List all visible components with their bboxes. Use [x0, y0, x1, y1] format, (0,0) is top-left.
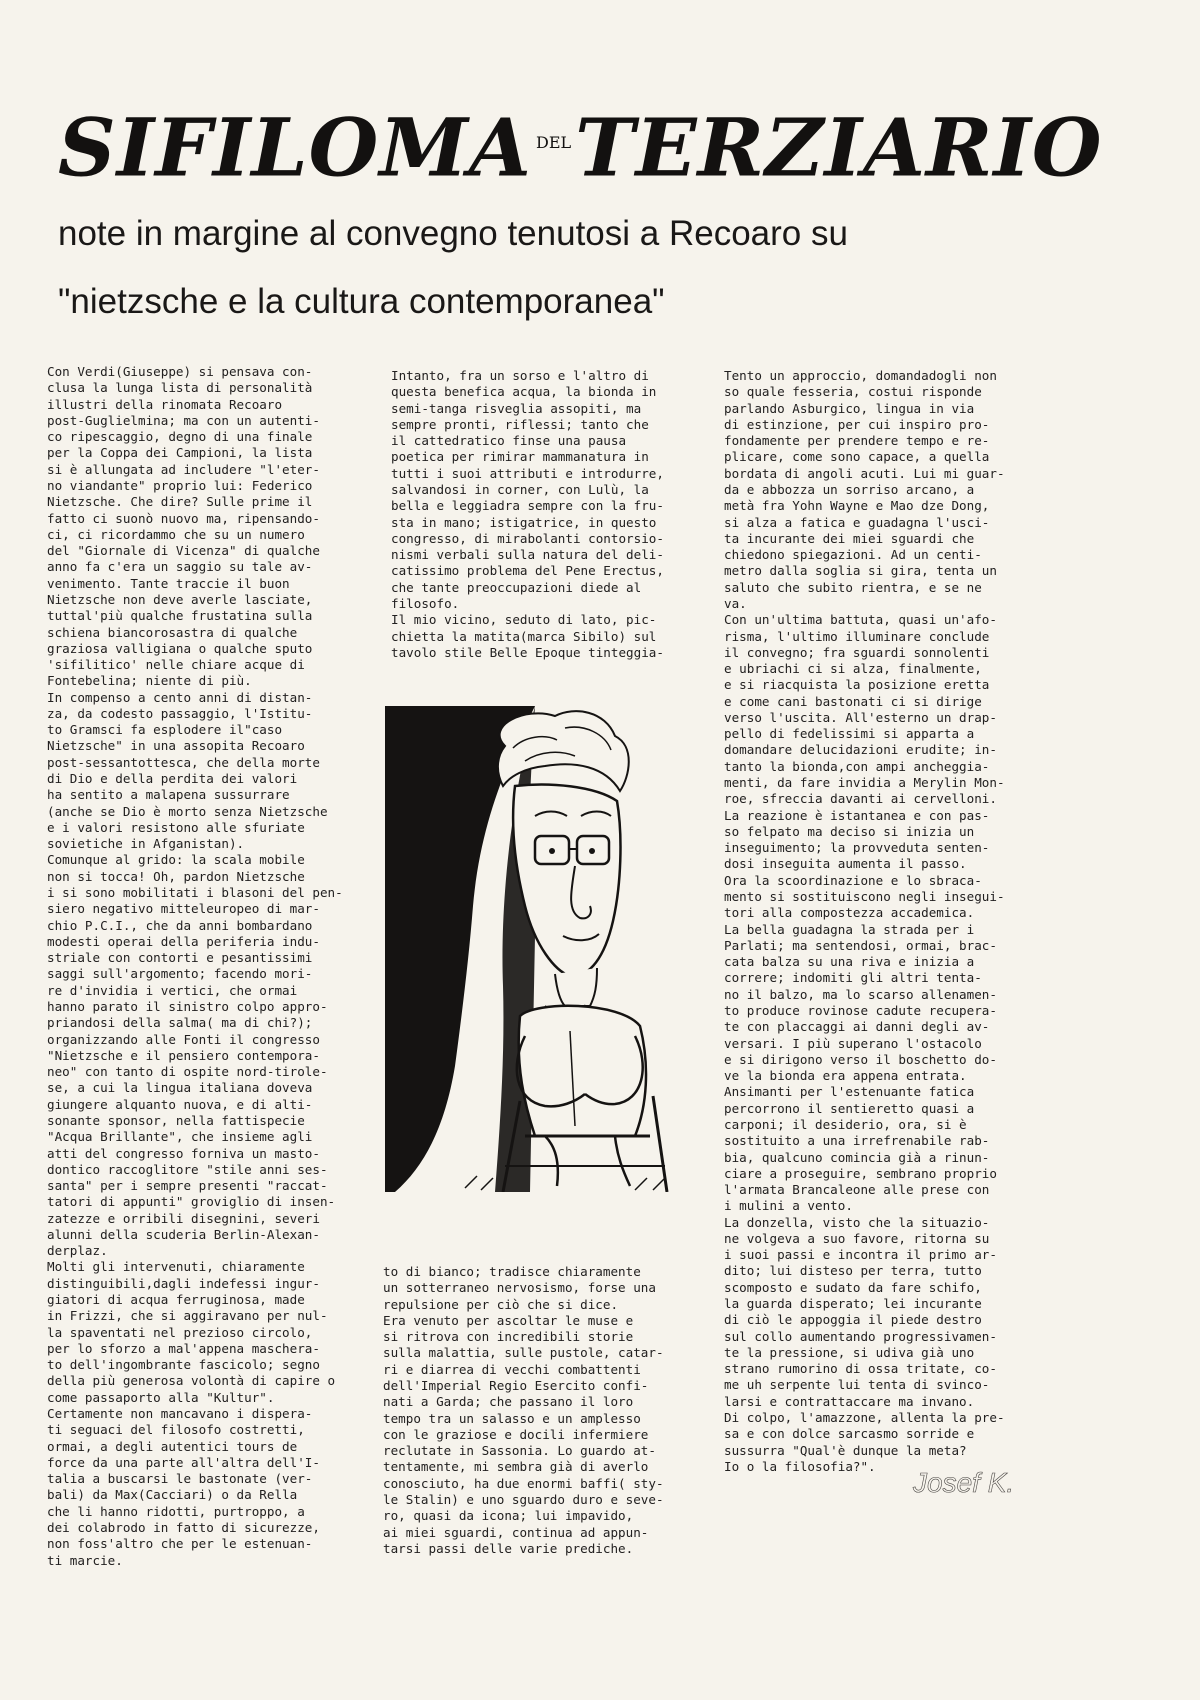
article-column-1: Con Verdi(Giuseppe) si pensava con- clusa la lunga lista di personalità illustri della rinomata Recoaro post-Guglielmina; ma con un autenti- co ripescaggio, degno di una finale per la Coppa dei Campioni, la lista si è allungata ad includere "l'eter- no viandante" proprio lui: Federico Nietzsche. Che dire? Sulle prime il fatto ci suonò nuovo ma, ripensando- ci, ci ricordammo che su un numero del "Giornale di Vicenza" di qualche anno fa c'era un saggio su tale av- venimento. Tante traccie il buon Nietzsche non deve averle lasciate, tuttal'più qualche frustatina sulla schiena biancorosastra di qualche graziosa valligiana o qualche sputo 'sifilitico' nelle chiare acque di Fontebelina; niente di più. In compenso a cento anni di distan- za, da codesto passaggio, l'Istitu- to Gramsci fa esplodere il"caso Nietzsche" in una assopita Recoaro post-sessantottesca, che della morte di Dio e della perdita dei valori ha sentito a malapena sussurrare (anche se Dio è morto senza Nietzsche e i valori resistono alle sfuriate sovietiche in Afganistan). Comunque al grido: la scala mobile non si tocca! Oh, pardon Nietzsche i si sono mobilitati i blasoni del pen- siero negativo mitteleuropeo di mar- chio P.C.I., che da anni bombardano modesti operai della periferia indu- striale con contorti e pesantissimi saggi sull'argomento; facendo mori- re d'invidia i vertici, che ormai hanno parato il sinistro colpo appro- priandosi della salma( ma di chi?); organizzando alle Fonti il congresso "Nietzsche e il pensiero contempora- neo" con tanto di ospite nord-tirole- se, a cui la lingua italiana doveva giungere alquanto nuova, e di alti- sonante sponsor, nella fattispecie "Acqua Brillante", che insieme agli atti del congresso forniva un masto- dontico raccoglitore "stile anni ses- santa" per i sempre presenti "raccat- tatori di appunti" groviglio di insen- zatezze e orribili disegnini, severi alunni della scuderia Berlin-Alexan- derplaz. Molti gli intervenuti, chiaramente distinguibili,dagli indefessi ingur- giatori di acqua ferruginosa, made in Frizzi, che si aggiravano per nul- la spaventati nel prezioso circolo, per lo sforzo a mal'appena maschera- to dell'ingombrante fascicolo; segno della più generosa volontà di capire o come passaporto alla "Kultur". Certamente non mancavano i dispera- ti seguaci del filosofo costretti, ormai, a degli autentici tours de force da una parte all'altra dell'I- talia a buscarsi le bastonate (ver- bali) da Max(Cacciari) o da Rella che li hanno ridotti, purtroppo, a dei colabrodo in fatto di sicurezze, non foss'altro che per le estenuan- ti marcie. [47, 364, 343, 1568]
headline-small-word: DEL [535, 133, 572, 152]
article-column-3: Tento un approccio, domandadogli non so quale fesseria, costui risponde parlando Asburgico, lingua in via di estinzione, per cui inspiro pro- fondamente per prendere tempo e re- plicare, come sono capace, a quella bordata di angoli acuti. Lui mi guar- da e abbozza un sorriso arcano, a metà fra Yohn Wayne e Mao dze Dong, si alza a fatica e guadagna l'usci- ta incurante dei miei sguardi che chiedono spiegazioni. Ad un centi- metro dalla soglia si gira, tenta un saluto che subito rientra, e se ne va. Con un'ultima battuta, quasi un'afo- risma, l'ultimo illuminare conclude il convegno; fra sguardi sonnolenti e ubriachi ci si alza, finalmente, e si riacquista la posizione eretta e come cani bastonati ci si dirige verso l'uscita. All'esterno un drap- pello di fedelissimi si apparta a domandare delucidazioni erudite; in- tanto la bionda,con ampi ancheggia- menti, da fare invidia a Merylin Mon- roe, sfreccia davanti ai cervelloni. La reazione è istantanea e con pas- so felpato ma deciso si inizia un inseguimento; la provveduta senten- dosi inseguita aumenta il passo. Ora la scoordinazione e lo sbraca- mento si sostituiscono negli insegui- tori alla compostezza accademica. La bella guadagna la strada per i Parlati; ma sentendosi, ormai, brac- cata balza su una riva e inizia a correre; indomiti gli altri tenta- no il balzo, ma lo scarso allenamen- to produce rovinose cadute recupera- te con placcaggi ai danni degli av- versari. I più superano l'ostacolo e si dirigono verso il boschetto do- ve la bionda era appena entrata. Ansimanti per l'estenuante fatica percorrono il sentieretto quasi a carponi; il desiderio, ora, si è sostituito a una irrefrenabile rab- bia, qualcuno comincia già a rinun- ciare a proseguire, sembrano proprio l'armata Brancaleone alle prese con i mulini a vento. La donzella, visto che la situazio- ne volgeva a suo favore, ritorna su i suoi passi e incontra il primo ar- dito; lui disteso per terra, tutto scomposto e sudato da fare schifo, la guarda disperato; lei incurante di ciò le appoggia il piede destro sul collo aumentando progressivamen- te la pressione, si udiva già uno strano rumorino di ossa tritate, co- me uh serpente lui tenta di svinco- larsi e contrattaccare ma invano. Di colpo, l'amazzone, allenta la pre- sa e con dolce sarcasmo sorride e sussurra "Qual'è dunque la meta? Io o la filosofia?". [724, 368, 1005, 1474]
headline-right: TERZIARIO [575, 100, 1103, 195]
subtitle-line-2: "nietzsche e la cultura contemporanea" [58, 282, 665, 321]
headline-left: SIFILOMA [58, 100, 532, 195]
author-signature: Josef K. [913, 1467, 1015, 1498]
article-column-2-top: Intanto, fra un sorso e l'altro di questa benefica acqua, la bionda in semi-tanga risveglia assopiti, ma sempre pronti, riflessi; tanto che il cattedratico finse una pausa poetica per rimirar mammanatura in tutti i suoi attributi e introdurre, salvandosi in corner, con Lulù, la bella e leggiadra sempre con la fru- sta in mano; istigatrice, in questo congresso, di mirabolanti contorsio- nismi verbali sulla natura del deli- catissimo problema del Pene Erectus, che tante preoccupazioni diede al filosofo. Il mio vicino, seduto di lato, pic- chietta la matita(marca Sibilo) sul tavolo stile Belle Epoque tinteggia- [391, 368, 664, 660]
headline [58, 88, 1158, 198]
caricature-illustration [385, 706, 685, 1192]
subtitle-line-1: note in margine al convegno tenutosi a Recoaro su [58, 214, 848, 253]
article-column-2-bottom: to di bianco; tradisce chiaramente un sotterraneo nervosismo, forse una repulsione per ciò che si dice. Era venuto per ascoltar le muse e si ritrova con incredibili storie sulla malattia, sulle pustole, catar- ri e diarrea di vecchi combattenti dell'Imperial Regio Esercito confi- nati a Garda; che passano il loro tempo tra un salasso e un amplesso con le graziose e docili infermiere reclutate in Sassonia. Lo guardo at- tentamente, mi sembra già di averlo conosciuto, ha due enormi baffi( sty- le Stalin) e uno sguardo duro e seve- ro, quasi da icona; lui impavido, ai miei sguardi, continua ad appun- tarsi passi delle varie prediche. [383, 1264, 664, 1556]
